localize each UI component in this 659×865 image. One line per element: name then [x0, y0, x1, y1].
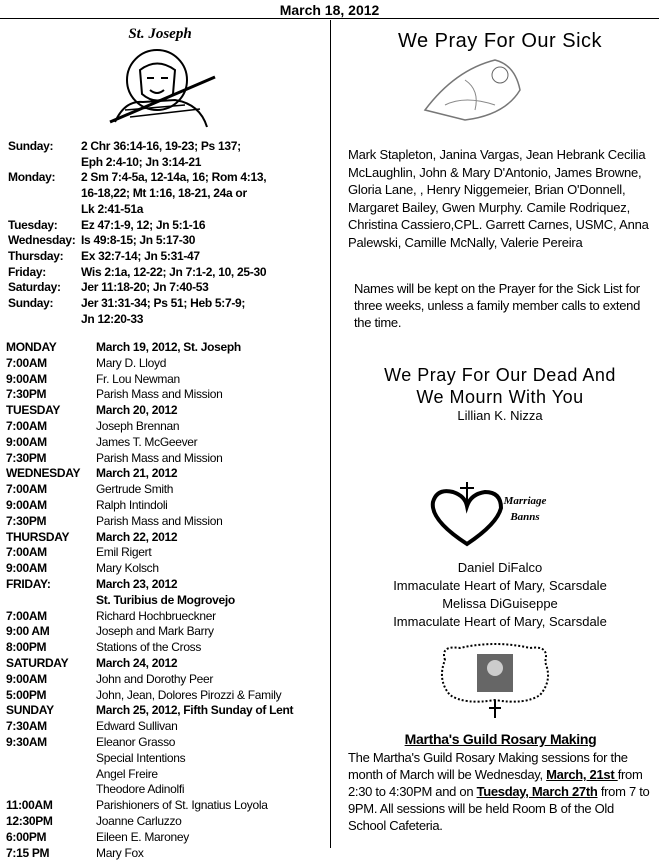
- reading-row: [8, 170, 328, 186]
- mass-intention: James T. McGeever: [96, 434, 198, 449]
- svg-text:Banns: Banns: [510, 511, 540, 523]
- reading-row: [8, 139, 328, 155]
- mass-intention: Eileen E. Maroney: [96, 829, 189, 844]
- mass-day-header: [6, 530, 328, 546]
- mass-time: SUNDAY: [6, 703, 54, 718]
- dead-title-line2: We Mourn With You: [416, 387, 584, 407]
- mass-intention: Emil Rigert: [96, 545, 152, 560]
- mass-intention: Joseph Brennan: [96, 418, 180, 433]
- rosary-making-notice: [348, 731, 653, 834]
- mass-intention: March 24, 2012: [96, 655, 178, 670]
- mass-intentions: [6, 340, 328, 861]
- mass-time: FRIDAY:: [6, 576, 51, 591]
- mass-time: 9:00AM: [6, 371, 47, 386]
- mass-day-header: [6, 466, 328, 482]
- mass-row: [6, 846, 328, 862]
- mass-intention: March 25, 2012, Fifth Sunday of Lent: [96, 703, 294, 718]
- mass-time: MONDAY: [6, 340, 57, 354]
- mass-row: [6, 561, 328, 577]
- mass-intention: John and Dorothy Peer: [96, 671, 214, 686]
- mass-row: [6, 419, 328, 435]
- dead-title: [341, 364, 659, 408]
- mass-row: [6, 814, 328, 830]
- mass-row: [6, 372, 328, 388]
- reading-row: [8, 233, 328, 249]
- mass-row: [6, 624, 328, 640]
- mass-time: 7:30AM: [6, 719, 47, 734]
- mass-intention: Angel Freire: [96, 766, 158, 781]
- mass-intention: Mary Fox: [96, 845, 144, 860]
- reading-citation: Lk 2:41-51a: [81, 201, 144, 216]
- mass-time: 7:00AM: [6, 355, 47, 370]
- reading-day: Thursday:: [8, 248, 64, 263]
- mass-intention: Parish Mass and Mission: [96, 450, 223, 465]
- mass-day-header: [6, 593, 328, 609]
- reading-row: [8, 280, 328, 296]
- mass-intention: Parish Mass and Mission: [96, 513, 223, 528]
- mass-row: [6, 451, 328, 467]
- reading-row-cont: [8, 155, 328, 171]
- dead-title-line1: We Pray For Our Dead And: [384, 365, 616, 385]
- reading-row: [8, 218, 328, 234]
- mass-intention: Mary D. Lloyd: [96, 355, 167, 370]
- mass-time: 9:30AM: [6, 734, 47, 749]
- banns-line: Daniel DiFalco: [457, 560, 543, 575]
- reading-day: Friday:: [8, 264, 46, 279]
- reading-row-cont: [8, 312, 328, 328]
- reading-day: Saturday:: [8, 280, 61, 295]
- mass-intention: Edward Sullivan: [96, 719, 178, 734]
- column-divider: [330, 20, 331, 848]
- mass-day-header: [6, 703, 328, 719]
- mass-intention: Eleanor Grasso: [96, 734, 176, 749]
- svg-text:Marriage: Marriage: [503, 495, 547, 507]
- mass-time: 9:00AM: [6, 671, 47, 686]
- mass-time: 7:00AM: [6, 418, 47, 433]
- svg-text:St. Joseph: St. Joseph: [128, 26, 192, 42]
- sick-title: We Pray For Our Sick: [397, 30, 603, 52]
- mass-intention: Richard Hochbrueckner: [96, 608, 216, 623]
- reading-citation: Jer 31:31-34; Ps 51; Heb 5:7-9;: [81, 296, 246, 311]
- mass-intention: St. Turibius de Mogrovejo: [96, 592, 235, 607]
- mass-time: [6, 782, 96, 798]
- mass-row: [6, 609, 328, 625]
- marriage-banns-logo: [425, 480, 550, 548]
- bulletin-date-header: March 18, 2012: [0, 0, 659, 19]
- mass-intention: Fr. Lou Newman: [96, 371, 180, 386]
- rosary-title: Martha's Guild Rosary Making: [404, 731, 597, 747]
- weekly-readings: [8, 139, 328, 327]
- marriage-banns-list: [341, 559, 659, 631]
- reading-citation: Jn 12:20-33: [81, 311, 144, 326]
- reading-day: Sunday:: [8, 139, 54, 153]
- mass-intention: Theodore Adinolfi: [96, 782, 185, 797]
- mass-time: 7:30PM: [6, 513, 47, 528]
- mass-time: 7:30PM: [6, 450, 47, 465]
- mass-intention: March 21, 2012: [96, 466, 178, 481]
- mass-row: [6, 545, 328, 561]
- mass-intention: March 20, 2012: [96, 403, 178, 418]
- mass-row: [6, 640, 328, 656]
- mass-intention: John, Jean, Dolores Pirozzi & Family: [96, 687, 282, 702]
- mass-time: 9:00AM: [6, 434, 47, 449]
- mass-day-header: [6, 403, 328, 419]
- mass-intention: Parish Mass and Mission: [96, 387, 223, 402]
- reading-citation: Ez 47:1-9, 12; Jn 5:1-16: [81, 217, 206, 232]
- reading-row: [8, 296, 328, 312]
- banns-line: Immaculate Heart of Mary, Scarsdale: [393, 578, 607, 593]
- mass-time: 8:00PM: [6, 640, 47, 655]
- rosary-body: [348, 749, 653, 834]
- mass-intention: March 19, 2012, St. Joseph: [96, 340, 241, 354]
- sick-names-list: Mark Stapleton, Janina Vargas, Jean Hebrank Cecilia McLaughlin, John & Mary D'Antonio, James Browne, Gloria Lane, , Henry Niggemeier, Brian O'Donnell, Margaret Bailey, Gwen Murphy. Camile Rodriquez, Christina Cassiero,CPL. Garrett Carnes, USMC, Anna Palewski, Camille McNally, Valerie Pereira: [348, 147, 649, 250]
- mass-row: [6, 751, 328, 767]
- rosary-date-1: March, 21st: [546, 767, 618, 782]
- mass-row: [6, 435, 328, 451]
- praying-figure-image: [405, 50, 535, 125]
- reading-row-cont: [8, 202, 328, 218]
- mass-intention: Parishioners of St. Ignatius Loyola: [96, 798, 268, 813]
- mass-row: [6, 514, 328, 530]
- mass-row: [6, 830, 328, 846]
- mass-intention: Stations of the Cross: [96, 640, 202, 655]
- mass-time: 6:00PM: [6, 829, 47, 844]
- mass-time: 7:15 PM: [6, 845, 50, 860]
- rosary-date-2: Tuesday, March 27th: [476, 784, 598, 799]
- reading-citation: Wis 2:1a, 12-22; Jn 7:1-2, 10, 25-30: [81, 264, 267, 279]
- reading-row: [8, 265, 328, 281]
- reading-day: Sunday:: [8, 296, 54, 311]
- mass-row: [6, 356, 328, 372]
- mass-time: 12:30PM: [6, 813, 53, 828]
- mass-time: 7:00AM: [6, 545, 47, 560]
- reading-citation: Is 49:8-15; Jn 5:17-30: [81, 233, 196, 248]
- mass-intention: Joseph and Mark Barry: [96, 624, 214, 639]
- mass-time: SATURDAY: [6, 655, 69, 670]
- mass-row: [6, 688, 328, 704]
- mass-time: 9:00AM: [6, 561, 47, 576]
- mass-row: [6, 498, 328, 514]
- mass-day-header: [6, 340, 328, 356]
- mass-time: 9:00AM: [6, 497, 47, 512]
- mass-day-header: [6, 577, 328, 593]
- rosary-text: from 7 to 9PM. All sessions will be held Room B of the Old School Cafeteria.: [348, 784, 650, 833]
- reading-day: Wednesday:: [8, 233, 76, 248]
- mass-day-header: [6, 656, 328, 672]
- banns-line: Immaculate Heart of Mary, Scarsdale: [393, 614, 607, 629]
- mass-time: THURSDAY: [6, 529, 70, 544]
- mass-time: 7:30PM: [6, 387, 47, 402]
- rosary-text: The Martha's Guild Rosary Making sessions for the month of March will be Wednesday,: [348, 750, 628, 782]
- rosary-text: from 2:30 to 4:30PM and on: [348, 767, 643, 799]
- mass-time: [6, 593, 96, 609]
- st-joseph-image: [95, 22, 225, 132]
- deceased-name: Lillian K. Nizza: [457, 408, 543, 423]
- mass-row: [6, 767, 328, 783]
- reading-day: Tuesday:: [8, 217, 58, 232]
- mass-intention: Mary Kolsch: [96, 561, 159, 576]
- mass-row: [6, 672, 328, 688]
- mass-row: [6, 798, 328, 814]
- mass-row: [6, 482, 328, 498]
- reading-citation: Ex 32:7-14; Jn 5:31-47: [81, 248, 200, 263]
- mass-time: 9:00 AM: [6, 624, 50, 639]
- mass-row: [6, 735, 328, 751]
- mass-time: 7:00AM: [6, 608, 47, 623]
- banns-line: Melissa DiGuiseppe: [442, 596, 558, 611]
- reading-citation: 16-18,22; Mt 1:16, 18-21, 24a or: [81, 186, 247, 201]
- mass-time: 7:00AM: [6, 482, 47, 497]
- mass-time: TUESDAY: [6, 403, 61, 418]
- mass-intention: Ralph Intindoli: [96, 497, 168, 512]
- sick-list-note: Names will be kept on the Prayer for the Sick List for three weeks, unless a family member calls to extend the time.: [354, 281, 640, 330]
- mass-row: [6, 387, 328, 403]
- reading-citation: 2 Chr 36:14-16, 19-23; Ps 137;: [81, 139, 241, 153]
- mass-intention: March 22, 2012: [96, 529, 178, 544]
- reading-row-cont: [8, 186, 328, 202]
- mass-time: [6, 751, 96, 767]
- rosary-image: [435, 640, 555, 728]
- mass-time: 11:00AM: [6, 798, 53, 813]
- mass-time: 5:00PM: [6, 687, 47, 702]
- reading-row: [8, 249, 328, 265]
- mass-row: [6, 782, 328, 798]
- mass-intention: Joanne Carluzzo: [96, 813, 182, 828]
- mass-intention: Gertrude Smith: [96, 482, 174, 497]
- mass-intention: Special Intentions: [96, 750, 186, 765]
- mass-row: [6, 719, 328, 735]
- mass-time: WEDNESDAY: [6, 466, 81, 481]
- mass-time: [6, 767, 96, 783]
- reading-citation: 2 Sm 7:4-5a, 12-14a, 16; Rom 4:13,: [81, 170, 267, 185]
- mass-intention: March 23, 2012: [96, 576, 178, 591]
- reading-citation: Eph 2:4-10; Jn 3:14-21: [81, 154, 202, 169]
- reading-day: Monday:: [8, 170, 56, 185]
- reading-citation: Jer 11:18-20; Jn 7:40-53: [81, 280, 209, 295]
